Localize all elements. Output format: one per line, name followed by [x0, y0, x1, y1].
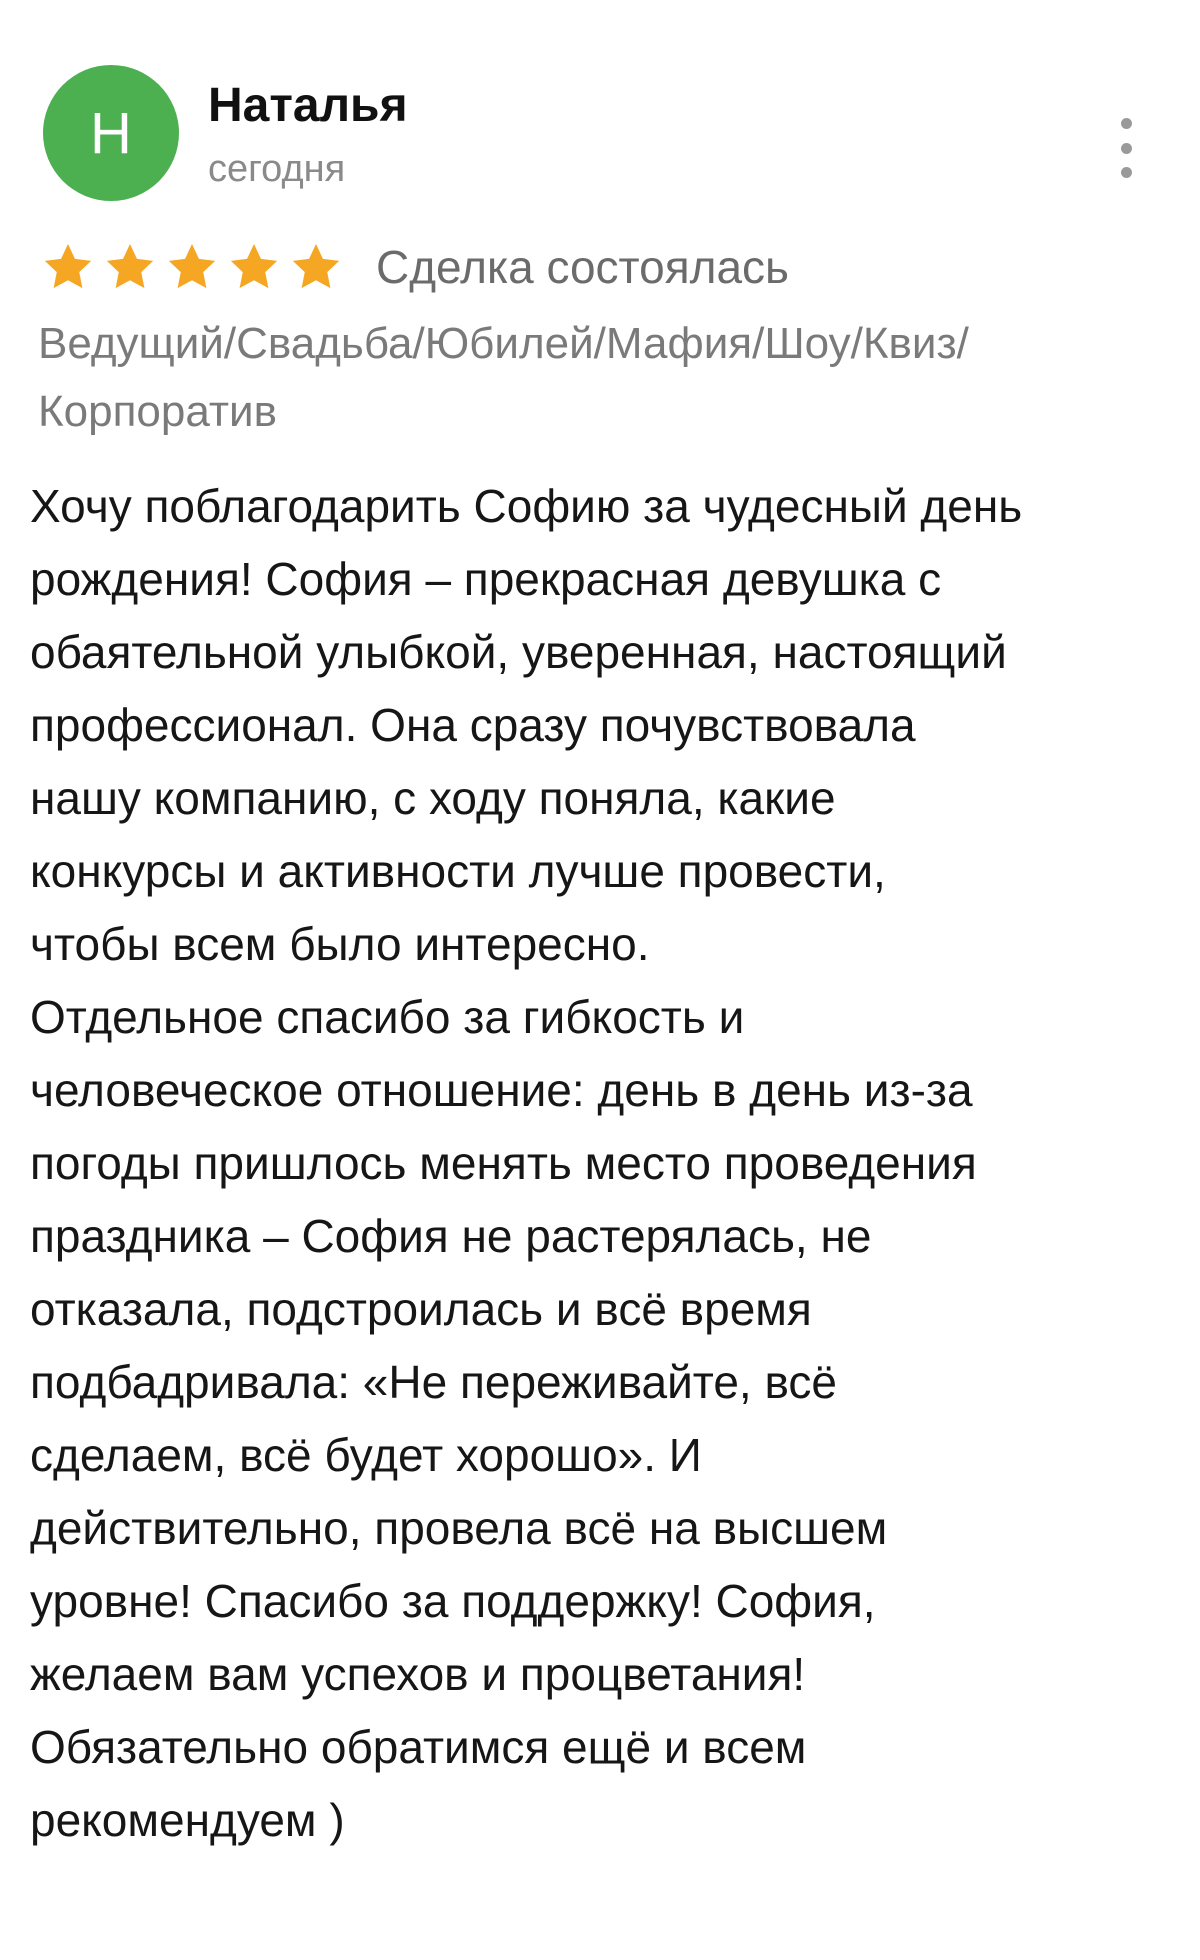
review-text-line: праздника – София не растерялась, не: [30, 1210, 872, 1262]
avatar[interactable]: [43, 65, 179, 201]
review-text-line: Обязательно обратимся ещё и всем: [30, 1721, 807, 1773]
service-categories: [38, 310, 1178, 446]
more-vertical-icon-dot-2: [1121, 143, 1132, 154]
star-icon: [288, 240, 344, 294]
review-text-line: желаем вам успехов и процветания!: [30, 1648, 806, 1700]
review-text-line: рождения! София – прекрасная девушка с: [30, 553, 942, 605]
review-text-line: профессионал. Она сразу почувствовала: [30, 699, 916, 751]
star-rating: [40, 240, 344, 294]
star-icon: [102, 240, 158, 294]
review-text-line: Хочу поблагодарить Софию за чудесный день: [30, 480, 1023, 532]
author-name[interactable]: Наталья: [208, 79, 408, 132]
avatar-letter: Н: [90, 100, 132, 166]
more-vertical-icon: [1121, 118, 1132, 129]
review-text-line: Отдельное спасибо за гибкость и: [30, 991, 745, 1043]
review-text-line: действительно, провела всё на высшем: [30, 1502, 888, 1554]
more-vertical-icon-dot-3: [1121, 167, 1132, 178]
review-text-line: погоды пришлось менять место проведения: [30, 1137, 977, 1189]
review-date: сегодня: [208, 148, 346, 190]
star-icon: [40, 240, 96, 294]
review-text-line: обаятельной улыбкой, уверенная, настоящий: [30, 626, 1007, 678]
review-text-line: рекомендуем ): [30, 1794, 345, 1846]
categories-line-2: Корпоратив: [38, 387, 277, 436]
review-text-line: сделаем, всё будет хорошо». И: [30, 1429, 702, 1481]
review-text-line: чтобы всем было интересно.: [30, 918, 650, 970]
review-text: [30, 470, 1170, 1857]
more-options-button[interactable]: [1106, 118, 1146, 178]
star-icon: [226, 240, 282, 294]
review-text-line: уровне! Спасибо за поддержку! София,: [30, 1575, 876, 1627]
categories-line-1: Ведущий/Свадьба/Юбилей/Мафия/Шоу/Квиз/: [38, 319, 969, 368]
review-text-line: отказала, подстроилась и всё время: [30, 1283, 812, 1335]
review-text-line: нашу компанию, с ходу поняла, какие: [30, 772, 836, 824]
review-text-line: человеческое отношение: день в день из-за: [30, 1064, 973, 1116]
review-text-line: конкурсы и активности лучше провести,: [30, 845, 886, 897]
rating-row: [40, 240, 789, 294]
star-icon: [164, 240, 220, 294]
deal-status: Сделка состоялась: [376, 241, 789, 293]
review-text-line: подбадривала: «Не переживайте, всё: [30, 1356, 837, 1408]
